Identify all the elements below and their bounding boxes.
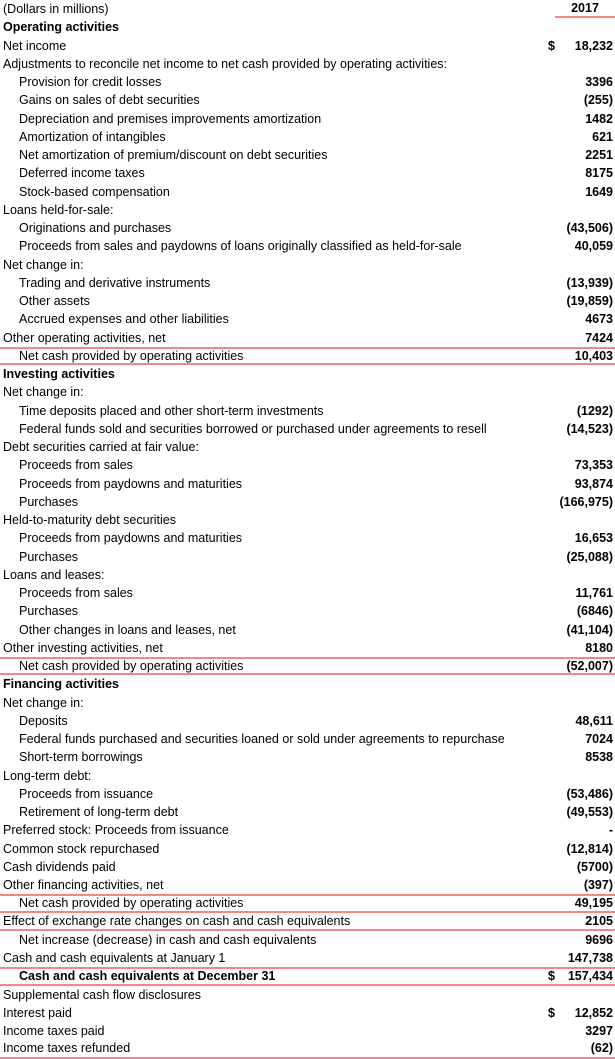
row-label: Purchases (19, 604, 79, 619)
row-value: 4673 (585, 312, 613, 327)
row-amount (548, 128, 613, 146)
row-label: Deposits (19, 713, 68, 728)
row-amount (548, 969, 613, 983)
row-label: Common stock repurchased (3, 841, 160, 856)
row-label: Other operating activities, net (3, 330, 166, 345)
row-label: Cash and cash equivalents at December 31 (19, 969, 276, 984)
row-value: (1292) (576, 403, 613, 418)
row-amount (548, 730, 613, 748)
statement-rows (0, 18, 615, 1058)
row-value: 11,761 (575, 586, 613, 601)
row-amount (548, 55, 613, 73)
row-label: Net cash provided by operating activities (19, 659, 244, 674)
row-amount (548, 803, 613, 821)
table-row (0, 529, 615, 547)
table-row (0, 365, 615, 383)
row-value: 12,852 (574, 1005, 613, 1020)
table-row (0, 1004, 615, 1022)
table-row (0, 256, 615, 274)
table-row (0, 511, 615, 529)
table-row (0, 55, 615, 73)
table-row (0, 712, 615, 730)
row-amount (548, 712, 613, 730)
row-label: Debt securities carried at fair value: (3, 440, 199, 455)
table-row (0, 402, 615, 420)
row-value: 3297 (585, 1024, 613, 1039)
row-amount (548, 365, 613, 383)
row-amount (548, 1040, 613, 1056)
row-value: 2105 (585, 913, 613, 928)
row-value: (14,523) (566, 421, 613, 436)
row-amount (548, 566, 613, 584)
row-amount (548, 329, 613, 347)
row-label: Effect of exchange rate changes on cash and cash equivalents (3, 913, 351, 928)
table-row (0, 1022, 615, 1040)
row-value: 7024 (585, 732, 613, 747)
row-value: 40,059 (574, 239, 613, 254)
table-row (0, 730, 615, 748)
row-value: 147,738 (567, 951, 613, 966)
row-label: Accrued expenses and other liabilities (19, 312, 229, 327)
row-amount (548, 639, 613, 657)
row-label: Income taxes paid (3, 1024, 105, 1039)
row-amount (548, 858, 613, 876)
row-value: 48,611 (575, 713, 613, 728)
row-label: Net change in: (3, 257, 84, 272)
row-value: 2251 (585, 148, 613, 163)
table-row (0, 675, 615, 693)
row-label: Purchases (19, 549, 79, 564)
row-amount (548, 456, 613, 474)
row-value: 18,232 (574, 38, 613, 53)
row-amount (548, 256, 613, 274)
row-label: Cash and cash equivalents at January 1 (3, 951, 226, 966)
row-label: Proceeds from sales (19, 458, 133, 473)
row-value: 49,195 (574, 896, 613, 911)
row-value: 16,653 (574, 531, 613, 546)
table-row (0, 639, 615, 657)
row-label: Net change in: (3, 385, 84, 400)
row-amount (548, 529, 613, 547)
row-amount (548, 896, 613, 910)
row-value: (53,486) (566, 786, 613, 801)
table-row (0, 420, 615, 438)
row-label: Adjustments to reconcile net income to net cash provided by operating activities: (3, 56, 447, 71)
table-row (0, 986, 615, 1004)
table-row (0, 128, 615, 146)
row-label: Net change in: (3, 695, 84, 710)
table-row (0, 292, 615, 310)
table-row (0, 621, 615, 639)
row-label: Depreciation and premises improvements amortization (19, 111, 322, 126)
table-row (0, 803, 615, 821)
row-value: (255) (583, 93, 613, 108)
row-label: Short-term borrowings (19, 750, 143, 765)
table-row (0, 967, 615, 985)
row-label: Net cash provided by operating activities (19, 896, 244, 911)
table-row (0, 18, 615, 36)
row-amount (548, 310, 613, 328)
row-amount (548, 1004, 613, 1022)
row-value: (5700) (576, 859, 613, 874)
table-row (0, 657, 615, 675)
row-amount (548, 602, 613, 620)
row-label: Federal funds sold and securities borrowed or purchased under agreements to resell (19, 421, 487, 436)
row-value: (49,553) (566, 805, 613, 820)
table-row (0, 183, 615, 201)
row-value: 1482 (585, 111, 613, 126)
row-amount (548, 146, 613, 164)
table-row (0, 785, 615, 803)
table-row (0, 548, 615, 566)
row-amount (548, 1022, 613, 1040)
row-amount (548, 584, 613, 602)
row-amount (548, 438, 613, 456)
row-label: Held-to-maturity debt securities (3, 513, 176, 528)
row-value: - (608, 823, 613, 838)
row-value: (52,007) (566, 659, 613, 674)
row-amount (548, 91, 613, 109)
table-row (0, 584, 615, 602)
row-amount (548, 475, 613, 493)
row-value: 3396 (585, 75, 613, 90)
row-amount (548, 37, 613, 55)
row-value: (62) (590, 1041, 613, 1056)
row-label: Proceeds from issuance (19, 786, 154, 801)
table-row (0, 566, 615, 584)
table-row (0, 237, 615, 255)
year-column-header: 2017 (555, 0, 615, 18)
row-label: Loans held-for-sale: (3, 202, 114, 217)
row-amount (548, 748, 613, 766)
row-label: Proceeds from paydowns and maturities (19, 476, 243, 491)
row-value: 8180 (585, 640, 613, 655)
row-amount (548, 292, 613, 310)
dollar-sign: $ (548, 969, 555, 984)
row-label: Federal funds purchased and securities loaned or sold under agreements to repurchase (19, 732, 505, 747)
row-amount (548, 18, 613, 36)
table-row (0, 73, 615, 91)
row-value: 10,403 (574, 348, 613, 363)
row-label: Income taxes refunded (3, 1041, 131, 1056)
row-amount (548, 420, 613, 438)
row-amount (548, 237, 613, 255)
table-row (0, 894, 615, 912)
table-row (0, 91, 615, 109)
row-label: Supplemental cash flow disclosures (3, 987, 202, 1002)
row-value: 93,874 (574, 476, 613, 491)
row-amount (548, 201, 613, 219)
row-label: Preferred stock: Proceeds from issuance (3, 823, 229, 838)
row-value: 7424 (585, 330, 613, 345)
table-row (0, 146, 615, 164)
row-amount (548, 402, 613, 420)
table-row (0, 949, 615, 967)
table-row (0, 931, 615, 949)
table-row (0, 1040, 615, 1058)
table-row (0, 347, 615, 365)
row-label: Investing activities (3, 367, 115, 382)
row-amount (548, 274, 613, 292)
table-row (0, 438, 615, 456)
table-row (0, 840, 615, 858)
row-label: Other investing activities, net (3, 640, 163, 655)
table-row (0, 913, 615, 931)
row-amount (548, 785, 613, 803)
table-row (0, 274, 615, 292)
table-row (0, 219, 615, 237)
row-value: 9696 (585, 932, 613, 947)
row-amount (548, 511, 613, 529)
row-amount (548, 493, 613, 511)
row-value: (41,104) (566, 622, 613, 637)
table-row (0, 383, 615, 401)
row-label: Net amortization of premium/discount on debt securities (19, 148, 328, 163)
row-label: Time deposits placed and other short-term investments (19, 403, 324, 418)
row-value: 8538 (585, 750, 613, 765)
row-label: Loans and leases: (3, 567, 105, 582)
row-value: 157,434 (567, 969, 613, 984)
table-row (0, 329, 615, 347)
row-amount (548, 986, 613, 1004)
table-row (0, 694, 615, 712)
row-amount (548, 73, 613, 91)
row-amount (548, 949, 613, 967)
row-label: Interest paid (3, 1005, 72, 1020)
row-value: (397) (583, 878, 613, 893)
row-value: (19,859) (566, 294, 613, 309)
row-value: 73,353 (574, 458, 613, 473)
row-amount (548, 548, 613, 566)
row-value: (13,939) (566, 275, 613, 290)
row-amount (548, 694, 613, 712)
row-label: Operating activities (3, 20, 120, 35)
row-amount (548, 913, 613, 929)
row-value: 621 (592, 129, 613, 144)
row-amount (548, 110, 613, 128)
units-note: (Dollars in millions) (3, 2, 109, 17)
row-label: Proceeds from sales and paydowns of loans originally classified as held-for-sale (19, 239, 462, 254)
row-amount (548, 821, 613, 839)
row-label: Purchases (19, 494, 79, 509)
row-label: Trading and derivative instruments (19, 275, 211, 290)
row-amount (548, 183, 613, 201)
row-label: Proceeds from sales (19, 586, 133, 601)
row-amount (548, 659, 613, 673)
row-label: Amortization of intangibles (19, 129, 166, 144)
row-amount (548, 621, 613, 639)
table-row (0, 767, 615, 785)
table-row (0, 37, 615, 55)
row-value: (6846) (576, 604, 613, 619)
row-value: (25,088) (566, 549, 613, 564)
table-row (0, 110, 615, 128)
row-amount (548, 383, 613, 401)
dollar-sign: $ (548, 38, 555, 53)
row-amount (548, 840, 613, 858)
row-label: Deferred income taxes (19, 166, 145, 181)
row-amount (548, 931, 613, 949)
row-amount (548, 349, 613, 363)
table-row (0, 748, 615, 766)
table-row (0, 858, 615, 876)
row-label: Net cash provided by operating activities (19, 348, 244, 363)
table-row (0, 475, 615, 493)
row-label: Stock-based compensation (19, 184, 170, 199)
row-label: Financing activities (3, 677, 120, 692)
row-amount (548, 675, 613, 693)
table-header-row (0, 0, 615, 18)
row-amount (548, 767, 613, 785)
row-value: (43,506) (566, 221, 613, 236)
table-row (0, 201, 615, 219)
table-row (0, 602, 615, 620)
row-amount (548, 219, 613, 237)
table-row (0, 821, 615, 839)
table-row (0, 164, 615, 182)
row-amount (548, 876, 613, 894)
table-row (0, 493, 615, 511)
row-value: 8175 (585, 166, 613, 181)
row-label: Long-term debt: (3, 768, 92, 783)
row-value: 1649 (585, 184, 613, 199)
table-row (0, 310, 615, 328)
row-label: Gains on sales of debt securities (19, 93, 200, 108)
row-value: (12,814) (566, 841, 613, 856)
dollar-sign: $ (548, 1005, 555, 1020)
row-value: (166,975) (559, 494, 613, 509)
row-label: Other financing activities, net (3, 878, 164, 893)
row-amount (548, 164, 613, 182)
row-label: Other assets (19, 294, 90, 309)
table-row (0, 456, 615, 474)
row-label: Retirement of long-term debt (19, 805, 179, 820)
row-label: Other changes in loans and leases, net (19, 622, 236, 637)
table-row (0, 876, 615, 894)
row-label: Proceeds from paydowns and maturities (19, 531, 243, 546)
row-label: Originations and purchases (19, 221, 172, 236)
row-label: Cash dividends paid (3, 859, 116, 874)
row-label: Net increase (decrease) in cash and cash equivalents (19, 932, 317, 947)
row-label: Provision for credit losses (19, 75, 162, 90)
row-label: Net income (3, 38, 67, 53)
